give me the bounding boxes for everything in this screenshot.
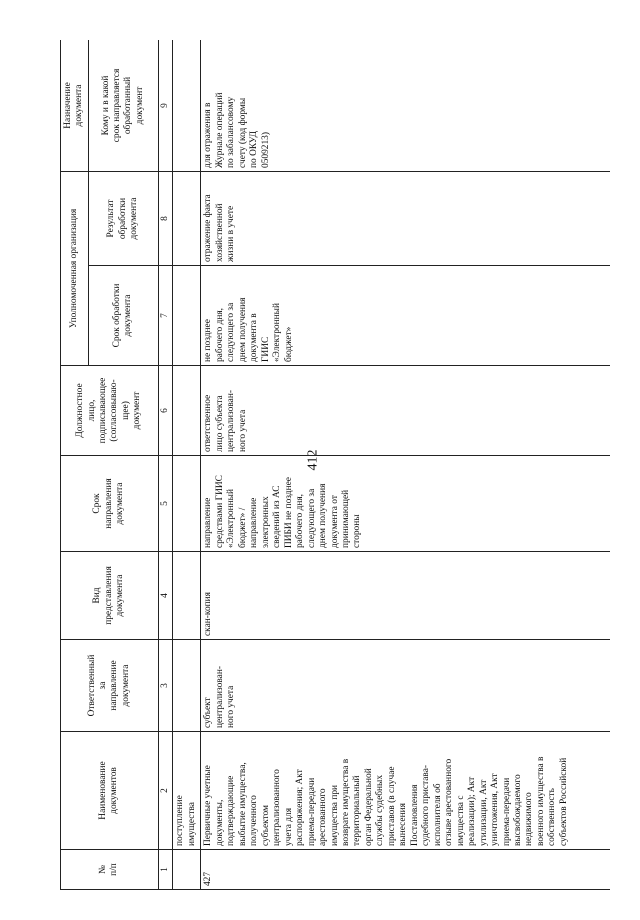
header-authorized-organization: Уполномоченная организация bbox=[61, 171, 89, 365]
prev-row-cell bbox=[173, 456, 201, 552]
row-number: 427 bbox=[201, 850, 610, 890]
prev-row-cell bbox=[173, 366, 201, 456]
header-presentation-type: Вид представления документа bbox=[61, 552, 159, 640]
row-recipient: для отражения в Журнале операций по забалансовому счету (код формы по ОКУД 0509213) bbox=[201, 40, 610, 171]
prev-row-cell bbox=[173, 266, 201, 366]
column-number: 4 bbox=[158, 552, 172, 640]
header-signing-official: Должностное лицо, подписывающее (согласовываю- щее) документ bbox=[61, 366, 159, 456]
header-document-purpose: Назначение документа bbox=[61, 40, 89, 171]
row-document-name: Первичные учетные документы, подтверждающие выбытие имущества, полученного субъектом централизованного учета для распоряжения; Акт приема-передачи арестованного имущества при возврате имущества в территориальный орган Федеральной службы судебных приставов (в случае вынесения Постановления судебного пристава- исполнителя об отзыве арестованного имущества с реализации); Акт утилизации, Акт уничтожения, Акт приема-передачи высвобождаемого недвижимого военного имущества в собственность субъектов Российской bbox=[201, 732, 610, 850]
header-recipient: Кому и в какой срок направляется обработанный документ bbox=[88, 40, 158, 171]
row-processing-deadline: не позднее рабочего дня, следующего за днем получения документа в ГИИС «Электронный бюджет» bbox=[201, 266, 610, 366]
prev-row-number bbox=[173, 850, 201, 890]
row-responsible: субъект централизован- ного учета bbox=[201, 640, 610, 732]
rotated-page bbox=[60, 40, 610, 890]
column-number: 8 bbox=[158, 171, 172, 265]
column-number: 7 bbox=[158, 266, 172, 366]
header-document-name: Наименование документов bbox=[61, 732, 159, 850]
column-number: 5 bbox=[158, 456, 172, 552]
row-signing-official: ответственное лицо субъекта централизован- ного учета bbox=[201, 366, 610, 456]
header-processing-result: Результат обработки документа bbox=[88, 171, 158, 265]
prev-row-cell bbox=[173, 552, 201, 640]
prev-row-cell bbox=[173, 171, 201, 265]
page-number: 412 bbox=[305, 449, 321, 471]
header-send-deadline: Срок направления документа bbox=[61, 456, 159, 552]
column-number: 3 bbox=[158, 640, 172, 732]
document-table bbox=[60, 40, 610, 890]
prev-row-document-name: поступление имущества bbox=[173, 732, 201, 850]
row-processing-result: отражение факта хозяйственной жизни в учете bbox=[201, 171, 610, 265]
document-table-container bbox=[60, 40, 610, 890]
row-send-deadline: направление средствами ГИИС «Электронный бюджет» / направление электронных сведений из АС ПИБИ не позднее рабочего дня, следующего за днем получения документа от принимающей стороны bbox=[201, 456, 610, 552]
header-number: № п/п bbox=[61, 850, 159, 890]
column-number: 6 bbox=[158, 366, 172, 456]
column-number: 1 bbox=[158, 850, 172, 890]
prev-row-cell bbox=[173, 40, 201, 171]
column-number: 9 bbox=[158, 40, 172, 171]
prev-row-cell bbox=[173, 640, 201, 732]
header-processing-deadline: Срок обработки документа bbox=[88, 266, 158, 366]
column-number: 2 bbox=[158, 732, 172, 850]
header-responsible: Ответственный за направление документа bbox=[61, 640, 159, 732]
row-presentation-type: скан-копия bbox=[201, 552, 610, 640]
